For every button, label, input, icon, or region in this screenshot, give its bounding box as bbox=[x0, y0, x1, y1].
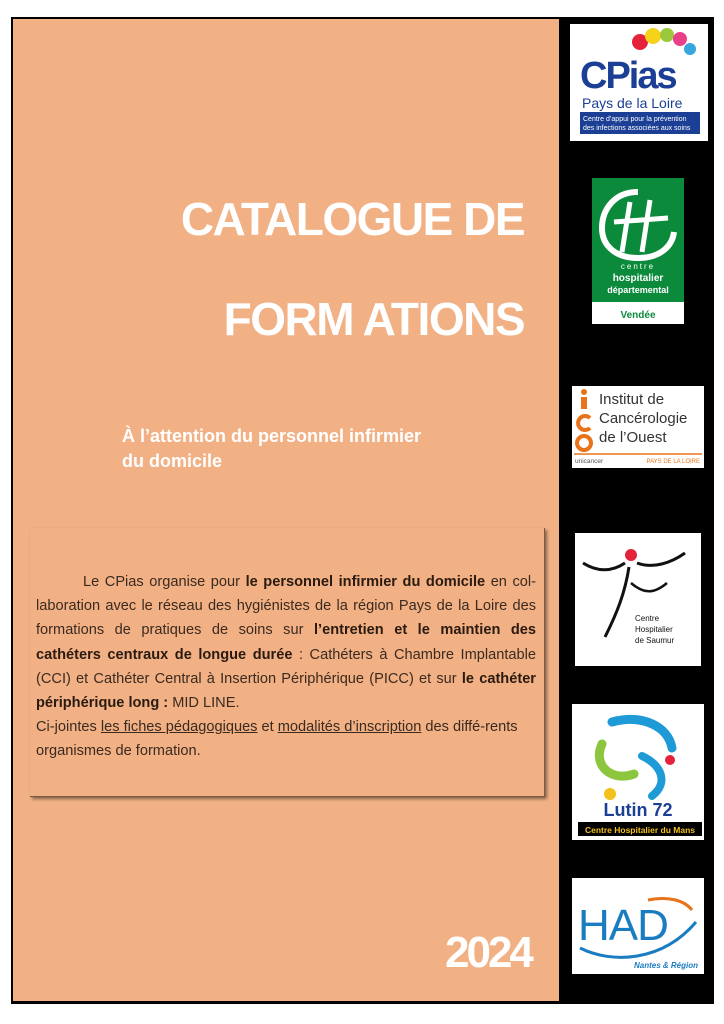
lutin-logo-subtitle: Centre Hospitalier du Mans bbox=[584, 825, 696, 835]
saumur-logo-arm-right bbox=[637, 553, 685, 565]
ico-logo-dot bbox=[581, 389, 587, 395]
cpias-dot-yellow bbox=[645, 28, 661, 44]
had-logo-subtitle: Nantes & Région bbox=[633, 961, 698, 970]
cpias-logo-graphic bbox=[570, 24, 708, 141]
intro-paragraph bbox=[36, 570, 536, 764]
intro-text-4: MID LINE. bbox=[168, 695, 240, 712]
ico-logo-graphic bbox=[572, 386, 704, 468]
chd-vendee-logo bbox=[592, 178, 684, 324]
saumur-logo-line2: Hospitalier bbox=[635, 625, 673, 634]
audience-line-2: du domicile bbox=[122, 451, 223, 471]
saumur-logo-graphic bbox=[575, 533, 701, 666]
saumur-logo-line1: Centre bbox=[635, 614, 660, 623]
lutin-logo-dot-yellow bbox=[604, 788, 616, 800]
intro-text-7: des diffé-rents organismes de formation. bbox=[36, 719, 518, 760]
saumur-logo-body bbox=[605, 567, 629, 637]
cpias-logo bbox=[570, 24, 708, 141]
intro-bold-1: le personnel infirmier du domicile bbox=[245, 574, 486, 590]
ico-logo-line2: Cancérologie bbox=[599, 410, 688, 427]
ico-logo-line3: de l’Ouest bbox=[599, 429, 667, 446]
lutin-logo-name: Lutin 72 bbox=[603, 800, 673, 820]
intro-text-1: Le CPias organise pour bbox=[83, 574, 246, 590]
fiches-pedagogiques-link[interactable]: les fiches pédagogiques bbox=[100, 719, 258, 736]
intro-text-2: en col-laboration avec le réseau des hygiénistes de la région Pays de la Loire des formations de pratiques de soins sur bbox=[36, 574, 536, 639]
cpias-dot-blue bbox=[684, 43, 696, 55]
chd-logo-line3: départemental bbox=[607, 285, 669, 295]
title-line-2: FORM ATIONS bbox=[223, 293, 524, 345]
saumur-logo-line3: de Saumur bbox=[635, 636, 675, 645]
title-line-1: CATALOGUE DE bbox=[180, 193, 524, 245]
ico-logo-footer-left: unicancer bbox=[575, 458, 604, 465]
intro-text-6: et bbox=[257, 719, 278, 736]
cpias-logo-line2: Centre d’appui pour la prévention bbox=[583, 116, 687, 123]
had-logo-graphic bbox=[572, 878, 704, 974]
ico-logo-c bbox=[578, 416, 590, 430]
modalites-inscription-link[interactable]: modalités d’inscription bbox=[277, 719, 422, 736]
saumur-logo-arm-left bbox=[583, 563, 625, 570]
audience-line-1: À l’attention du personnel infirmier bbox=[122, 426, 422, 446]
had-logo-name: HAD bbox=[578, 901, 668, 950]
had-nantes-logo bbox=[572, 878, 704, 974]
cpias-dot-green bbox=[660, 28, 674, 42]
intro-bold-2: l’entretien et le maintien des cathéters centraux de longue durée bbox=[36, 622, 536, 663]
lutin-logo-graphic bbox=[572, 704, 704, 840]
chd-logo-line1: centre bbox=[620, 262, 656, 271]
ico-logo-o bbox=[577, 436, 591, 450]
cover-panel bbox=[13, 19, 559, 1001]
intro-text-3: : Cathéters à Chambre Implantable (CCI) et Cathéter Central à Insertion Périphérique (PICC) et sur bbox=[36, 646, 536, 687]
chd-logo-graphic bbox=[592, 178, 684, 324]
intro-second-paragraph bbox=[36, 715, 536, 763]
cpias-logo-line3: des infections associées aux soins bbox=[583, 125, 691, 132]
audience-text bbox=[122, 424, 522, 474]
ico-logo-line1: Institut de bbox=[599, 391, 665, 408]
ico-logo bbox=[572, 386, 704, 468]
ico-logo-i bbox=[581, 397, 587, 409]
lutin-logo-dot-red bbox=[665, 755, 675, 765]
chd-logo-line2: hospitalier bbox=[612, 273, 664, 284]
intro-text-5: Ci-jointes bbox=[36, 719, 101, 736]
saumur-logo-stroke bbox=[631, 583, 667, 591]
cpias-logo-name: CPias bbox=[580, 55, 676, 97]
lutin-72-logo bbox=[572, 704, 704, 840]
intro-bold-3: le cathéter périphérique long : bbox=[36, 670, 536, 712]
ch-saumur-logo bbox=[575, 533, 701, 666]
year: 2024 bbox=[445, 928, 531, 977]
intro-box bbox=[30, 528, 545, 797]
saumur-logo-head bbox=[625, 549, 637, 561]
ico-logo-footer-right: PAYS DE LA LOIRE bbox=[646, 459, 700, 465]
cpias-logo-line1: Pays de la Loire bbox=[582, 95, 683, 111]
cpias-dot-pink bbox=[673, 32, 687, 46]
chd-logo-line4: Vendée bbox=[620, 310, 656, 321]
